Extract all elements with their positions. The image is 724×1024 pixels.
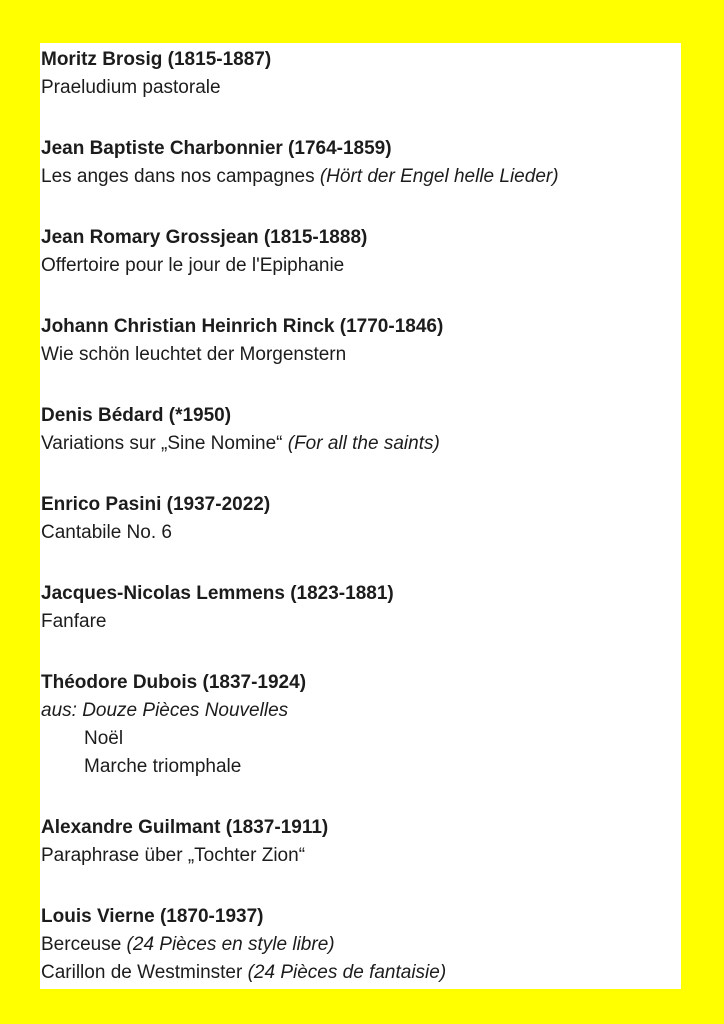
piece-name: Les anges dans nos campagnes <box>41 166 320 187</box>
piece-name: Praeludium pastorale <box>41 77 221 98</box>
piece-title <box>41 842 681 870</box>
piece-note: (Hört der Engel helle Lieder) <box>319 166 559 187</box>
piece-note: (24 Pièces en style libre) <box>126 934 335 955</box>
composer-name: Jacques-Nicolas Lemmens (1823-1881) <box>41 583 394 604</box>
composer-name: Johann Christian Heinrich Rinck (1770-1846) <box>41 316 444 337</box>
piece-title <box>41 608 681 636</box>
program-entry <box>41 135 681 191</box>
piece-note: (For all the saints) <box>287 433 440 454</box>
piece-name: Offertoire pour le jour de l'Epiphanie <box>41 255 345 276</box>
piece-name: Paraphrase über „Tochter Zion“ <box>41 845 306 866</box>
piece-title <box>41 341 681 369</box>
composer-name: Théodore Dubois (1837-1924) <box>41 672 307 693</box>
program-entry <box>41 46 681 102</box>
program-entry <box>41 814 681 870</box>
composer-name: Moritz Brosig (1815-1887) <box>41 49 272 70</box>
composer-name: Jean Baptiste Charbonnier (1764-1859) <box>41 138 392 159</box>
piece-title <box>41 252 681 280</box>
composer-name: Denis Bédard (*1950) <box>41 405 232 426</box>
piece-title <box>41 74 681 102</box>
piece-title <box>41 959 681 987</box>
piece-title <box>41 519 681 547</box>
program-entry <box>41 491 681 547</box>
piece-title <box>41 163 681 191</box>
piece-name: Berceuse <box>41 934 127 955</box>
program-entry <box>41 669 681 781</box>
piece-name: Cantabile No. 6 <box>41 522 172 543</box>
piece-title <box>41 931 681 959</box>
program-entry <box>41 224 681 280</box>
piece-name: Carillon de Westminster <box>41 962 248 983</box>
composer-name: Enrico Pasini (1937-2022) <box>41 494 271 515</box>
piece-name: Wie schön leuchtet der Morgenstern <box>41 344 347 365</box>
program-page <box>40 43 681 989</box>
sub-piece: Noël <box>84 728 124 749</box>
source-collection: aus: Douze Pièces Nouvelles <box>41 700 289 721</box>
composer-name: Jean Romary Grossjean (1815-1888) <box>41 227 368 248</box>
piece-name: Fanfare <box>41 611 107 632</box>
composer-name: Alexandre Guilmant (1837-1911) <box>41 817 329 838</box>
piece-note: (24 Pièces de fantaisie) <box>247 962 447 983</box>
composer-name: Louis Vierne (1870-1937) <box>41 906 264 927</box>
piece-title <box>41 430 681 458</box>
sub-piece: Marche triomphale <box>84 756 242 777</box>
program-entry <box>41 903 681 987</box>
program-entry <box>41 402 681 458</box>
piece-name: Variations sur „Sine Nomine“ <box>41 433 288 454</box>
program-entry <box>41 580 681 636</box>
program-entry <box>41 313 681 369</box>
